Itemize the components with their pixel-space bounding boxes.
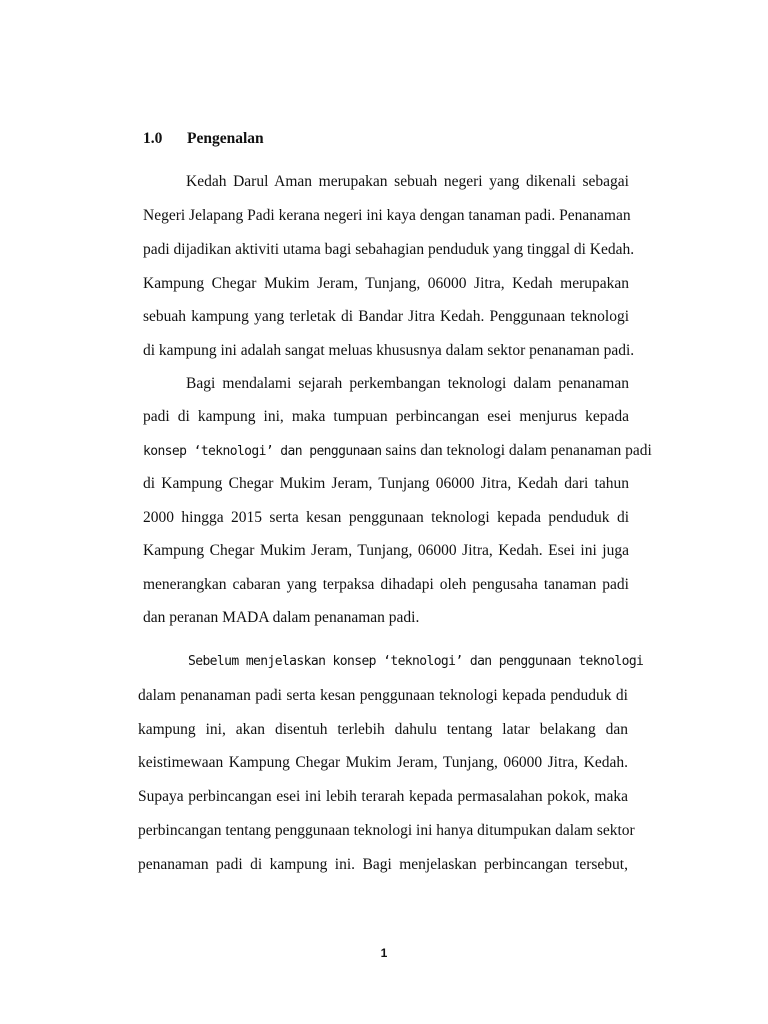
paragraph-2-line-5: 2000 hingga 2015 serta kesan penggunaan teknologi kepada penduduk di bbox=[143, 509, 629, 526]
paragraph-3-line-3: kampung ini, akan disentuh terlebih dahulu tentang latar belakang dan bbox=[138, 721, 628, 738]
paragraph-2-line-6: Kampung Chegar Mukim Jeram, Tunjang, 06000 Jitra, Kedah. Esei ini juga bbox=[143, 542, 629, 559]
paragraph-2-line-1: Bagi mendalami sejarah perkembangan teknologi dalam penanaman bbox=[186, 375, 629, 392]
paragraph-2-line-3-rest: sains dan teknologi dalam penanaman padi bbox=[381, 442, 652, 459]
paragraph-2-line-8: dan peranan MADA dalam penanaman padi. bbox=[143, 609, 420, 626]
section-title: Pengenalan bbox=[187, 130, 264, 147]
paragraph-3-line-4: keistimewaan Kampung Chegar Mukim Jeram, Tunjang, 06000 Jitra, Kedah. bbox=[138, 754, 628, 771]
paragraph-1-line-6: di kampung ini adalah sangat meluas khususnya dalam sektor penanaman padi. bbox=[143, 342, 635, 359]
paragraph-2-line-2: padi di kampung ini, maka tumpuan perbincangan esei menjurus kepada bbox=[143, 408, 629, 425]
paragraph-3-line-6: perbincangan tentang penggunaan teknologi ini hanya ditumpukan dalam sektor bbox=[138, 822, 635, 839]
page-number: 1 bbox=[380, 946, 388, 960]
paragraph-3-line-7: penanaman padi di kampung ini. Bagi menjelaskan perbincangan tersebut, bbox=[138, 856, 628, 873]
paragraph-1-line-1: Kedah Darul Aman merupakan sebuah negeri yang dikenali sebagai bbox=[186, 173, 629, 190]
section-heading bbox=[143, 130, 264, 148]
paragraph-2-line-3 bbox=[143, 441, 652, 461]
paragraph-2-line-7: menerangkan cabaran yang terpaksa dihadapi oleh pengusaha tanaman padi bbox=[143, 576, 629, 593]
paragraph-2-line-4: di Kampung Chegar Mukim Jeram, Tunjang 06000 Jitra, Kedah dari tahun bbox=[143, 475, 629, 492]
section-number: 1.0 bbox=[143, 130, 163, 147]
paragraph-3-line-2: dalam penanaman padi serta kesan penggunaan teknologi kepada penduduk di bbox=[138, 687, 628, 704]
paragraph-3-line-5: Supaya perbincangan esei ini lebih terarah kepada permasalahan pokok, maka bbox=[138, 788, 628, 805]
paragraph-1-line-4: Kampung Chegar Mukim Jeram, Tunjang, 06000 Jitra, Kedah merupakan bbox=[143, 275, 629, 292]
paragraph-1-line-5: sebuah kampung yang terletak di Bandar Jitra Kedah. Penggunaan teknologi bbox=[143, 308, 629, 325]
mixed-font-phrase: konsep ‘teknologi’ dan penggunaan bbox=[143, 444, 382, 459]
paragraph-1-line-3: padi dijadikan aktiviti utama bagi sebahagian penduduk yang tinggal di Kedah. bbox=[143, 241, 635, 258]
paragraph-1-line-2: Negeri Jelapang Padi kerana negeri ini kaya dengan tanaman padi. Penanaman bbox=[143, 207, 631, 224]
paragraph-3-line-1: Sebelum menjelaskan konsep ‘teknologi’ dan penggunaan teknologi bbox=[188, 654, 644, 669]
